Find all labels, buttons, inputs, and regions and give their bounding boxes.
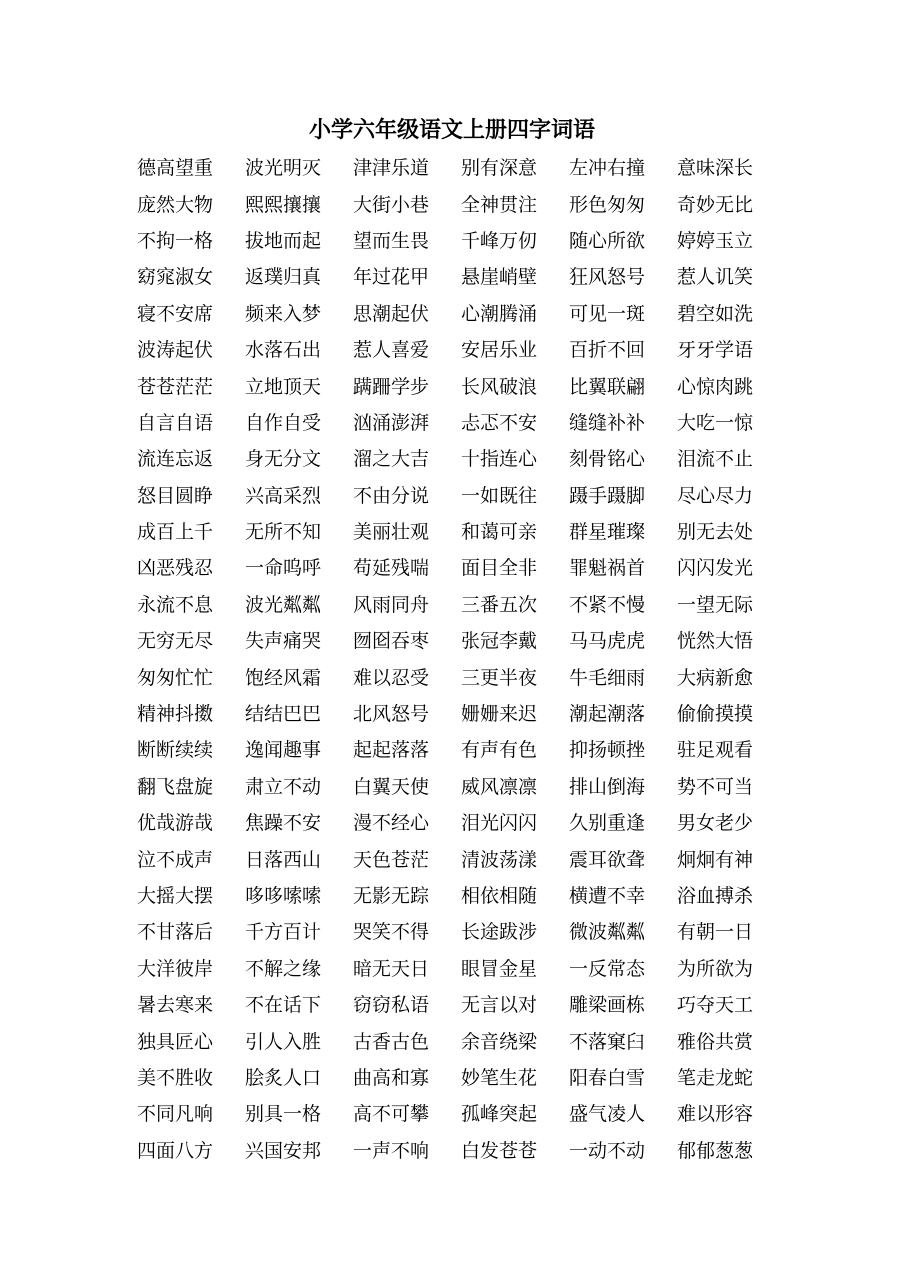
idiom-word: 庞然大物 [137,193,214,216]
idiom-word: 奇妙无比 [677,193,754,216]
idiom-word: 郁郁葱葱 [677,1139,754,1162]
idiom-word: 焦躁不安 [245,812,322,835]
idiom-row [137,259,787,295]
idiom-word: 形色匆匆 [569,193,646,216]
idiom-word: 无所不知 [245,521,322,544]
idiom-word: 眼冒金星 [461,957,538,980]
idiom-word: 蹒跚学步 [353,375,430,398]
idiom-word: 一如既往 [461,484,538,507]
idiom-word: 汹涌澎湃 [353,411,430,434]
idiom-word: 断断续续 [137,739,214,762]
idiom-word: 自言自语 [137,411,214,434]
idiom-word: 不拘一格 [137,229,214,252]
idiom-word: 流连忘返 [137,448,214,471]
idiom-word: 优哉游哉 [137,812,214,835]
idiom-word: 水落石出 [245,339,322,362]
idiom-word: 永流不息 [137,593,214,616]
idiom-word: 凶恶残忍 [137,557,214,580]
idiom-word: 横遭不幸 [569,885,646,907]
idiom-word: 苟延残喘 [353,557,430,580]
idiom-word: 罪魁祸首 [569,557,646,580]
idiom-word: 肃立不动 [245,775,322,798]
idiom-word: 震耳欲聋 [569,848,646,871]
idiom-word: 立地顶天 [245,375,322,398]
idiom-word: 驻足观看 [677,739,754,762]
idiom-row [137,478,787,514]
idiom-word: 津津乐道 [353,157,430,180]
idiom-word: 频来入梦 [245,302,322,325]
idiom-word: 长途跋涉 [461,921,538,944]
idiom-word: 狂风怒号 [569,266,646,289]
idiom-word: 雅俗共赏 [677,1030,754,1053]
idiom-word: 哭笑不得 [353,921,430,944]
idiom-word: 难以形容 [677,1103,754,1126]
idiom-word: 大病新愈 [677,666,754,689]
idiom-row [137,223,787,259]
idiom-word: 德高望重 [137,157,214,180]
idiom-row [137,696,787,732]
idiom-word: 北风怒号 [353,703,430,726]
idiom-word: 孤峰突起 [461,1103,538,1126]
idiom-row [137,1133,787,1169]
idiom-row [137,1060,787,1096]
idiom-word: 炯炯有神 [677,848,754,871]
idiom-word: 身无分文 [245,448,322,471]
idiom-word: 有声有色 [461,739,538,762]
idiom-word: 不在话下 [245,994,322,1017]
idiom-word: 无言以对 [461,994,538,1017]
idiom-word: 抑扬顿挫 [569,739,646,762]
idiom-word: 美不胜收 [137,1066,214,1089]
idiom-word: 大吃一惊 [677,411,754,434]
idiom-word: 偷偷摸摸 [677,703,754,726]
idiom-word: 不由分说 [353,484,430,507]
idiom-word: 自作自受 [245,411,322,434]
idiom-grid [137,150,787,1169]
idiom-word: 难以忍受 [353,666,430,689]
idiom-word: 天色苍茫 [353,848,430,871]
idiom-word: 一反常态 [569,957,646,980]
idiom-word: 窈窕淑女 [137,266,214,289]
idiom-word: 阳春白雪 [569,1066,646,1089]
idiom-word: 不同凡响 [137,1103,214,1126]
idiom-word: 泪光闪闪 [461,812,538,835]
idiom-word: 波涛起伏 [137,339,214,362]
idiom-word: 安居乐业 [461,339,538,362]
idiom-word: 别具一格 [245,1103,322,1126]
idiom-word: 波光粼粼 [245,593,322,616]
idiom-word: 群星璀璨 [569,521,646,544]
idiom-word: 姗姗来迟 [461,703,538,726]
idiom-word: 寝不安席 [137,302,214,325]
idiom-word: 威风凛凛 [461,775,538,798]
idiom-word: 一命呜呼 [245,557,322,580]
idiom-word: 比翼联翩 [569,375,646,398]
idiom-word: 刻骨铭心 [569,448,646,471]
idiom-row [137,296,787,332]
idiom-row [137,1023,787,1059]
idiom-row [137,732,787,768]
idiom-word: 高不可攀 [353,1103,430,1126]
idiom-word: 微波粼粼 [569,921,646,944]
idiom-word: 不落窠臼 [569,1030,646,1053]
idiom-word: 曲高和寡 [353,1066,430,1089]
idiom-word: 为所欲为 [677,957,754,980]
idiom-word: 百折不回 [569,339,646,362]
idiom-word: 苍苍茫茫 [137,375,214,398]
idiom-word: 恍然大悟 [677,630,754,653]
idiom-word: 全神贯注 [461,193,538,216]
idiom-word: 三更半夜 [461,666,538,689]
idiom-row [137,805,787,841]
idiom-word: 妙笔生花 [461,1066,538,1089]
idiom-word: 无影无踪 [353,885,430,907]
idiom-word: 逸闻趣事 [245,739,322,762]
idiom-word: 蹑手蹑脚 [569,484,646,507]
idiom-word: 引人入胜 [245,1030,322,1053]
idiom-row [137,987,787,1023]
idiom-word: 惹人讥笑 [677,266,754,289]
idiom-word: 白翼天使 [353,775,430,798]
idiom-row [137,514,787,550]
idiom-word: 不紧不慢 [569,593,646,616]
idiom-row [137,368,787,404]
idiom-word: 巧夺天工 [677,994,754,1017]
idiom-word: 马马虎虎 [569,630,646,653]
idiom-word: 千方百计 [245,921,322,944]
idiom-word: 浴血搏杀 [677,885,754,907]
idiom-word: 余音绕梁 [461,1030,538,1053]
idiom-word: 久别重逢 [569,812,646,835]
idiom-word: 别无去处 [677,521,754,544]
idiom-word: 潮起潮落 [569,703,646,726]
idiom-word: 暗无天日 [353,957,430,980]
idiom-word: 失声痛哭 [245,630,322,653]
idiom-word: 成百上千 [137,521,214,544]
idiom-word: 结结巴巴 [245,703,322,726]
idiom-word: 无穷无尽 [137,630,214,653]
idiom-word: 望而生畏 [353,229,430,252]
idiom-word: 思潮起伏 [353,302,430,325]
idiom-word: 兴高采烈 [245,484,322,507]
idiom-row [137,150,787,186]
idiom-word: 白发苍苍 [461,1139,538,1162]
idiom-word: 精神抖擞 [137,703,214,726]
idiom-row [137,951,787,987]
idiom-word: 一声不响 [353,1139,430,1162]
idiom-word: 碧空如洗 [677,302,754,325]
idiom-word: 悬崖峭壁 [461,266,538,289]
idiom-word: 盛气凌人 [569,1103,646,1126]
idiom-word: 不甘落后 [137,921,214,944]
idiom-word: 心潮腾涌 [461,302,538,325]
idiom-word: 一望无际 [677,593,754,616]
idiom-word: 面目全非 [461,557,538,580]
idiom-row [137,841,787,877]
idiom-word: 牛毛细雨 [569,666,646,689]
idiom-word: 男女老少 [677,812,754,835]
idiom-word: 尽心尽力 [677,484,754,507]
idiom-word: 意味深长 [677,157,754,180]
idiom-word: 漫不经心 [353,812,430,835]
idiom-word: 哆哆嗦嗦 [245,885,322,907]
idiom-word: 大洋彼岸 [137,957,214,980]
page-title: 小学六年级语文上册四字词语 [308,117,595,143]
idiom-word: 泣不成声 [137,848,214,871]
idiom-word: 波光明灭 [245,157,322,180]
idiom-word: 一动不动 [569,1139,646,1162]
idiom-word: 长风破浪 [461,375,538,398]
idiom-word: 可见一斑 [569,302,646,325]
idiom-word: 随心所欲 [569,229,646,252]
idiom-word: 独具匠心 [137,1030,214,1053]
idiom-word: 千峰万仞 [461,229,538,252]
idiom-word: 清波荡漾 [461,848,538,871]
idiom-word: 风雨同舟 [353,593,430,616]
idiom-word: 势不可当 [677,775,754,798]
idiom-word: 年过花甲 [353,266,430,289]
idiom-word: 暑去寒来 [137,994,214,1017]
idiom-word: 拔地而起 [245,229,322,252]
idiom-row [137,769,787,805]
idiom-word: 怒目圆睁 [137,484,214,507]
idiom-word: 溜之大吉 [353,448,430,471]
idiom-word: 雕梁画栋 [569,994,646,1017]
idiom-word: 窃窃私语 [353,994,430,1017]
idiom-row [137,441,787,477]
idiom-word: 牙牙学语 [677,339,754,362]
idiom-word: 囫囵吞枣 [353,630,430,653]
idiom-word: 排山倒海 [569,775,646,798]
idiom-word: 三番五次 [461,593,538,616]
idiom-row [137,1096,787,1132]
idiom-word: 惹人喜爱 [353,339,430,362]
idiom-word: 日落西山 [245,848,322,871]
idiom-row [137,914,787,950]
idiom-row [137,659,787,695]
idiom-word: 相依相随 [461,885,538,907]
idiom-word: 饱经风霜 [245,666,322,689]
idiom-word: 翻飞盘旋 [137,775,214,798]
idiom-word: 不解之缘 [245,957,322,980]
idiom-word: 忐忑不安 [461,411,538,434]
idiom-row [137,587,787,623]
idiom-word: 缝缝补补 [569,411,646,434]
idiom-row [137,623,787,659]
idiom-row [137,878,787,914]
idiom-word: 兴国安邦 [245,1139,322,1162]
idiom-word: 大摇大摆 [137,885,214,907]
idiom-word: 张冠李戴 [461,630,538,653]
idiom-word: 婷婷玉立 [677,229,754,252]
idiom-word: 美丽壮观 [353,521,430,544]
idiom-word: 闪闪发光 [677,557,754,580]
idiom-row [137,186,787,222]
idiom-word: 别有深意 [461,157,538,180]
idiom-word: 起起落落 [353,739,430,762]
idiom-word: 大街小巷 [353,193,430,216]
idiom-word: 有朝一日 [677,921,754,944]
idiom-word: 泪流不止 [677,448,754,471]
idiom-word: 心惊肉跳 [677,375,754,398]
idiom-row [137,332,787,368]
idiom-word: 十指连心 [461,448,538,471]
idiom-row [137,405,787,441]
idiom-word: 返璞归真 [245,266,322,289]
idiom-word: 四面八方 [137,1139,214,1162]
idiom-word: 笔走龙蛇 [677,1066,754,1089]
idiom-word: 熙熙攘攘 [245,193,322,216]
idiom-word: 古香古色 [353,1030,430,1053]
idiom-row [137,550,787,586]
idiom-word: 和蔼可亲 [461,521,538,544]
idiom-word: 脍炙人口 [245,1066,322,1089]
idiom-word: 左冲右撞 [569,157,646,180]
idiom-word: 匆匆忙忙 [137,666,214,689]
